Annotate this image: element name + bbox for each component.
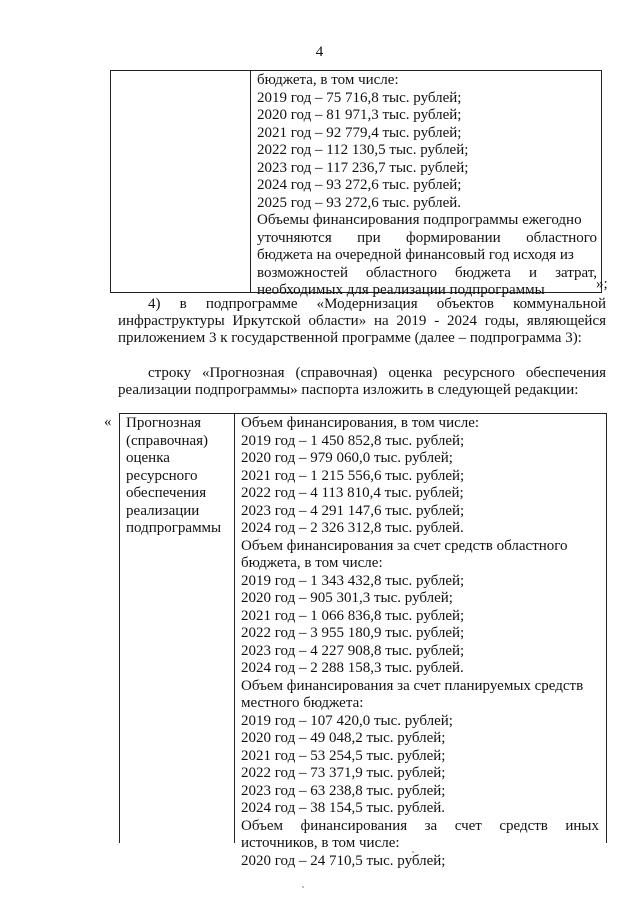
label-line: обеспечения [126,485,207,501]
label-line: ресурсного [126,467,198,484]
text-line: 2023 год – 117 236,7 тыс. рублей; [257,159,469,176]
text-line: 2022 год – 3 955 180,9 тыс. рублей; [241,625,465,641]
resource-estimate-table [119,413,607,869]
scan-speck [302,886,304,888]
text-line: источников, в том числе: [241,835,400,851]
financing-text-cell [257,72,597,300]
text-line: 2021 год – 1 066 836,8 тыс. рублей; [241,607,465,624]
text-line: 2023 год – 4 291 147,6 тыс. рублей; [241,502,465,519]
text-line: 2019 год – 1 343 432,8 тыс. рублей; [241,572,465,589]
instruction-line: реализации подпрограммы» паспорта изложить в следующей редакции: [118,382,579,398]
text-line: Объем финансирования за счет средств областного [241,537,568,554]
text-line: Объем финансирования, в том числе: [241,415,480,431]
column-divider [234,414,235,843]
row-label-cell [126,415,230,538]
text-line: необходимых для реализации подпрограммы [257,282,545,298]
financing-text-cell [241,415,599,870]
text-line: уточняются при формировании областного [257,229,597,246]
text-line: местного бюджета: [241,695,364,711]
item4-line: 4) в подпрограмме «Модернизация объектов коммунальной [148,296,606,312]
label-line: Прогнозная [126,415,202,431]
text-line: 2024 год – 38 154,5 тыс. рублей. [241,800,446,816]
text-line: 2024 год – 93 272,6 тыс. рублей; [257,177,462,193]
label-line: реализации [126,502,200,519]
text-line: 2019 год – 1 450 852,8 тыс. рублей; [241,432,465,449]
text-line: 2020 год – 24 710,5 тыс. рублей; [241,852,446,869]
text-line: Объем финансирования за счет средств иных [241,817,599,834]
text-line: 2021 год – 92 779,4 тыс. рублей; [257,124,462,141]
text-line: возможностей областного бюджета и затрат, [257,264,597,281]
text-line: Объем финансирования за счет планируемых средств [241,677,584,694]
text-line: 2019 год – 107 420,0 тыс. рублей; [241,712,453,729]
text-line: бюджета, в том числе: [257,72,399,88]
text-line: Объемы финансирования подпрограммы ежегодно [257,212,582,228]
text-line: 2020 год – 81 971,3 тыс. рублей; [257,107,462,123]
closing-quote: »; [596,276,608,292]
text-line: 2020 год – 49 048,2 тыс. рублей; [241,730,446,746]
financing-table-continued [110,70,602,298]
column-divider [250,71,251,292]
text-line: 2024 год – 2 326 312,8 тыс. рублей. [241,520,464,536]
label-line: (справочная) [126,432,209,449]
text-line: 2025 год – 93 272,6 тыс. рублей. [257,194,462,211]
text-line: 2020 год – 979 060,0 тыс. рублей; [241,450,453,466]
text-line: 2022 год – 4 113 810,4 тыс. рублей; [241,485,464,501]
text-line: 2022 год – 73 371,9 тыс. рублей; [241,765,446,781]
text-line: 2020 год – 905 301,3 тыс. рублей; [241,590,453,606]
text-line: 2024 год – 2 288 158,3 тыс. рублей. [241,660,464,676]
instruction-line: строку «Прогнозная (справочная) оценка ресурсного обеспечения [148,365,606,381]
text-line: 2021 год – 1 215 556,6 тыс. рублей; [241,467,465,484]
label-line: подпрограммы [126,520,222,536]
item4-line: приложением 3 к государственной программе (далее – подпрограмма 3): [118,330,582,346]
text-line: бюджета на очередной финансовый год исходя из [257,247,574,263]
label-line: оценка [126,450,170,466]
text-line: бюджета, в том числе: [241,555,383,571]
text-line: 2023 год – 63 238,8 тыс. рублей; [241,782,446,799]
text-line: 2023 год – 4 227 908,8 тыс. рублей; [241,642,465,659]
page-number: 4 [315,44,324,60]
text-line: 2022 год – 112 130,5 тыс. рублей; [257,142,469,158]
text-line: 2019 год – 75 716,8 тыс. рублей; [257,89,462,106]
text-line: 2021 год – 53 254,5 тыс. рублей; [241,747,446,764]
opening-quote: « [104,414,112,430]
scan-speck [412,851,414,853]
item4-line: инфраструктуры Иркутской области» на 2019 - 2024 годы, являющейся [118,313,606,329]
